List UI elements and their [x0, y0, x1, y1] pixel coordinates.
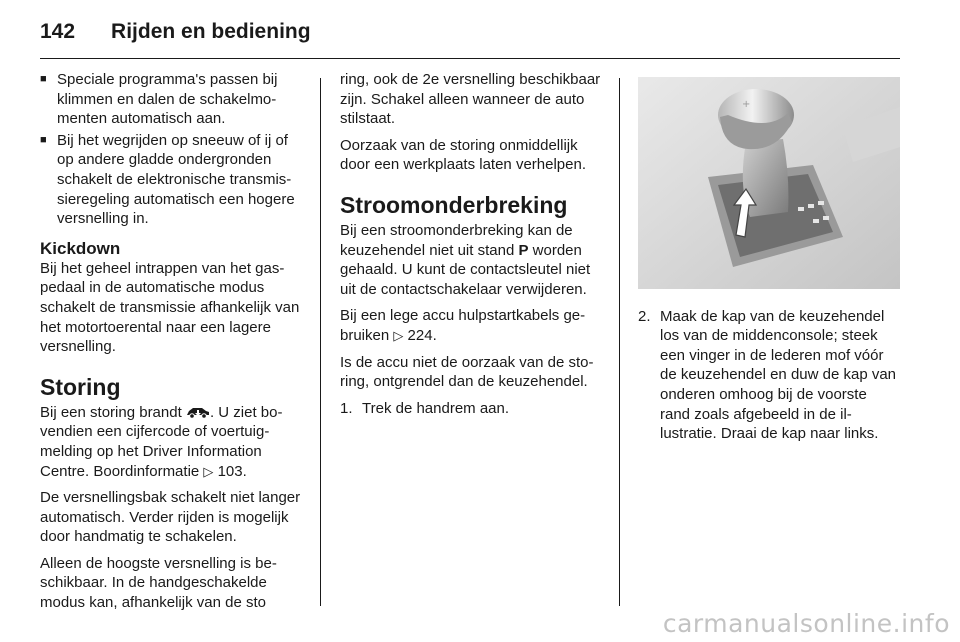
gear-selector-illustration: [638, 77, 900, 289]
text-span: worden gehaald. U kunt de contactsleutel niet uit de contactschakelaar verwijderen.: [340, 241, 591, 298]
step-list: [638, 307, 900, 444]
watermark: carmanualsonline.info: [662, 609, 950, 638]
page-reference-icon: ▷: [203, 463, 214, 479]
kickdown-heading: Kickdown: [40, 238, 121, 258]
storing-paragraph-1: [40, 403, 306, 481]
paragraph: [340, 221, 604, 299]
bullet-list: [40, 70, 306, 229]
step-item: [638, 307, 900, 444]
page-title: Rijden en bediening: [111, 20, 311, 43]
storing-paragraph-3: Alleen de hoogste versnelling is beschikbaar. In de handgeschakelde modus kan, afhankelijk van de sto: [40, 554, 277, 612]
page-reference: 103.: [217, 462, 247, 480]
text-span: Bij een stroomonderbreking kan de keuzehendel niet uit stand: [340, 221, 573, 259]
stroomonderbreking-heading: Stroomonderbreking: [340, 191, 568, 218]
paragraph: ring, ook de 2e versnelling beschikbaar zijn. Schakel alleen wanneer de auto stilstaat.: [340, 71, 601, 128]
page-number: 142: [40, 20, 76, 43]
paragraph: Oorzaak van de storing onmiddellijk door een werkplaats laten verhelpen.: [340, 136, 586, 174]
storing-text-a: Bij een storing brandt: [40, 403, 182, 421]
column-3: [638, 70, 900, 444]
column-divider-2: [619, 78, 620, 606]
step-item: [340, 399, 604, 419]
column-divider-1: [320, 78, 321, 606]
text-span: Bij een lege accu hulpstartkabels gebruiken: [340, 307, 586, 344]
step-number: 2.: [638, 307, 651, 325]
header-rule: [40, 58, 900, 59]
kickdown-text: Bij het geheel intrappen van het gaspedaal in de automatische modus schakelt de transmissie afhankelijk van het motortoerental naar een lagere versnelling.: [40, 259, 300, 356]
gear-p-label: P: [518, 241, 529, 259]
page-reference: 224.: [407, 326, 437, 344]
storing-heading: Storing: [40, 373, 121, 400]
bullet-item: ■ Bij het wegrijden op sneeuw of ij of op andere gladde ondergronden schakelt de elektronische transmissieregeling automatisch een hogere versnelling in.: [40, 131, 306, 229]
step-list: [340, 399, 604, 419]
column-2: [340, 70, 604, 418]
paragraph: Is de accu niet de oorzaak van de storing, ontgrendel dan de keuzehendel.: [340, 353, 594, 391]
storing-text-b: . U ziet bovendien een cijfercode of voertuigmelding op het Driver Information Centre. Boordinformatie: [40, 403, 283, 480]
storing-paragraph-2: De versnellingsbak schakelt niet langer automatisch. Verder rijden is mogelijk door handmatig te schakelen.: [40, 489, 301, 546]
bullet-item: ■ Speciale programma's passen bij klimmen en dalen de schakelmomenten automatisch aan.: [40, 70, 306, 129]
step-text: Maak de kap van de keuzehendel los van de middenconsole; steek een vinger in de lederen mof vóór de keuzehendel en duw de kap van onderen omhoog bij de voorste rand zoals afgebeeld in de illustratie. Draai de kap naar links.: [660, 307, 897, 443]
page-reference-icon: ▷: [393, 327, 404, 343]
column-1: [40, 70, 306, 620]
page-header: [40, 12, 311, 52]
step-text: Trek de handrem aan.: [362, 399, 510, 417]
svg-text:+: +: [742, 99, 751, 110]
paragraph: [340, 306, 604, 345]
step-number: 1.: [340, 399, 353, 417]
transmission-warning-icon: [186, 405, 210, 419]
